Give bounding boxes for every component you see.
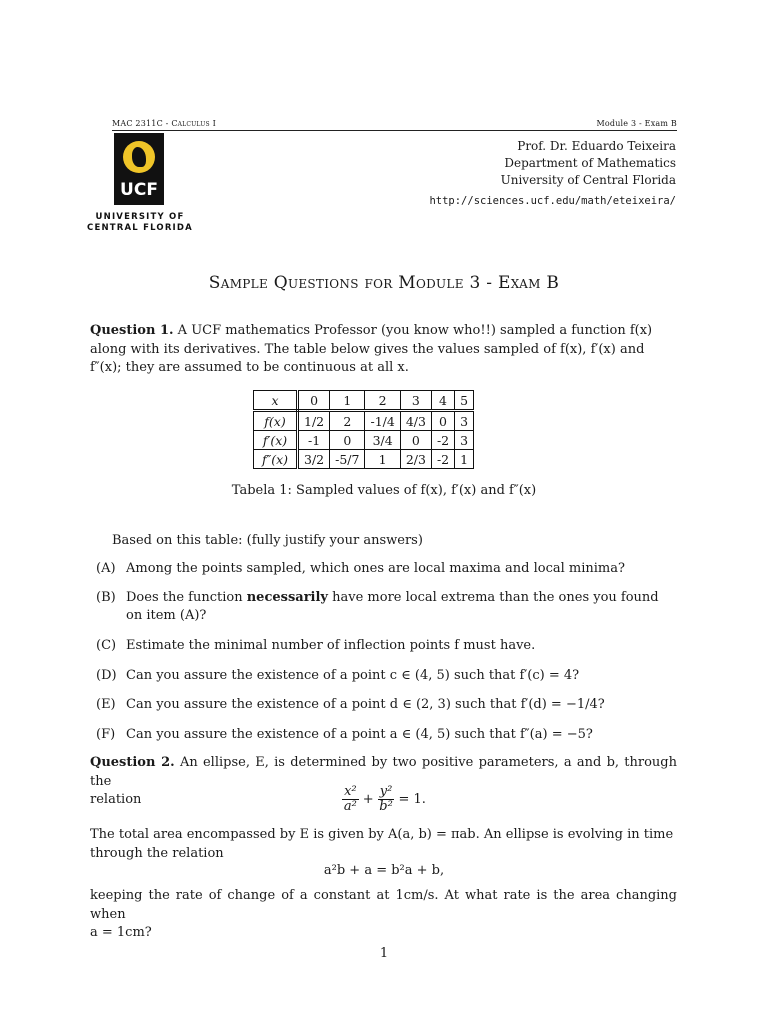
question-item-a: (A) Among the points sampled, which ones are local maxima and local minima? <box>96 561 625 576</box>
sampled-values-table <box>253 390 474 469</box>
ellipse-equation: $\frac{\text{x²}}{\text{a²}}$ + $\frac{\text{y²}}{\text{b²}}$ = 1. <box>343 784 426 814</box>
question-item-b: (B) Does the function necessarily have more local extrema than the ones you found on item (A)? <box>96 590 659 623</box>
university-wordmark: UNIVERSITY OF CENTRAL FLORIDA <box>87 212 193 233</box>
table-row: f(x) 1/2 2 -1/4 4/3 0 3 <box>254 411 474 431</box>
table-header-row: x 0 1 2 3 4 5 <box>254 391 474 411</box>
question-item-d: (D) Can you assure the existence of a point c ∈ (4, 5) such that f′(c) = 4? <box>96 668 580 683</box>
evolution-equation: a²b + a = b²a + b, <box>323 863 445 878</box>
author-block <box>429 138 676 210</box>
question-item-e: (E) Can you assure the existence of a point d ∈ (2, 3) such that f′(d) = −1/4? <box>96 697 605 712</box>
logo-text: UCF <box>120 180 158 200</box>
page-title: Sample Questions for Module 3 - Exam B <box>208 273 560 293</box>
university: University of Central Florida <box>500 173 676 187</box>
question-2-rate-text: keeping the rate of change of a constant at 1cm/s. At what rate is the area changing when a = 1cm? <box>90 888 677 940</box>
course-name: Calculus I <box>171 119 216 128</box>
question-item-f: (F) Can you assure the existence of a point a ∈ (4, 5) such that f″(a) = −5? <box>96 727 593 742</box>
homepage-link[interactable]: http://sciences.ucf.edu/math/eteixeira/ <box>429 195 676 207</box>
question-2-area-text: The total area encompassed by E is given by A(a, b) = πab. An ellipse is evolving in time through the relation <box>90 827 674 861</box>
question-1-label: Question 1. <box>90 323 174 338</box>
question-2-text: Question 2. An ellipse, E, is determined by two positive parameters, a and b, through the relation <box>90 755 677 807</box>
question-2-label: Question 2. <box>90 755 175 770</box>
ucf-logo <box>114 133 164 205</box>
page-number: 1 <box>379 946 389 961</box>
table-row: f′(x) -1 0 3/4 0 -2 3 <box>254 431 474 450</box>
pegasus-icon <box>123 141 155 173</box>
question-1-text: Question 1. A UCF mathematics Professor (you know who!!) sampled a function f(x) along with its derivatives. The table below gives the values sampled of f(x), f′(x) and f″(x); they are assumed to be continuous at all x. <box>90 323 653 375</box>
header-rule <box>112 130 677 131</box>
instructions: Based on this table: (fully justify your answers) <box>112 533 423 548</box>
table-row: f″(x) 3/2 -5/7 1 2/3 -2 1 <box>254 450 474 469</box>
running-header-right: Module 3 - Exam B <box>596 119 677 128</box>
professor-name: Prof. Dr. Eduardo Teixeira <box>517 139 676 153</box>
department: Department of Mathematics <box>504 156 676 170</box>
running-header-left: MAC 2311C - Calculus I <box>112 119 216 128</box>
question-item-c: (C) Estimate the minimal number of inflection points f must have. <box>96 638 536 653</box>
table-caption: Tabela 1: Sampled values of f(x), f′(x) and f″(x) <box>231 483 537 498</box>
